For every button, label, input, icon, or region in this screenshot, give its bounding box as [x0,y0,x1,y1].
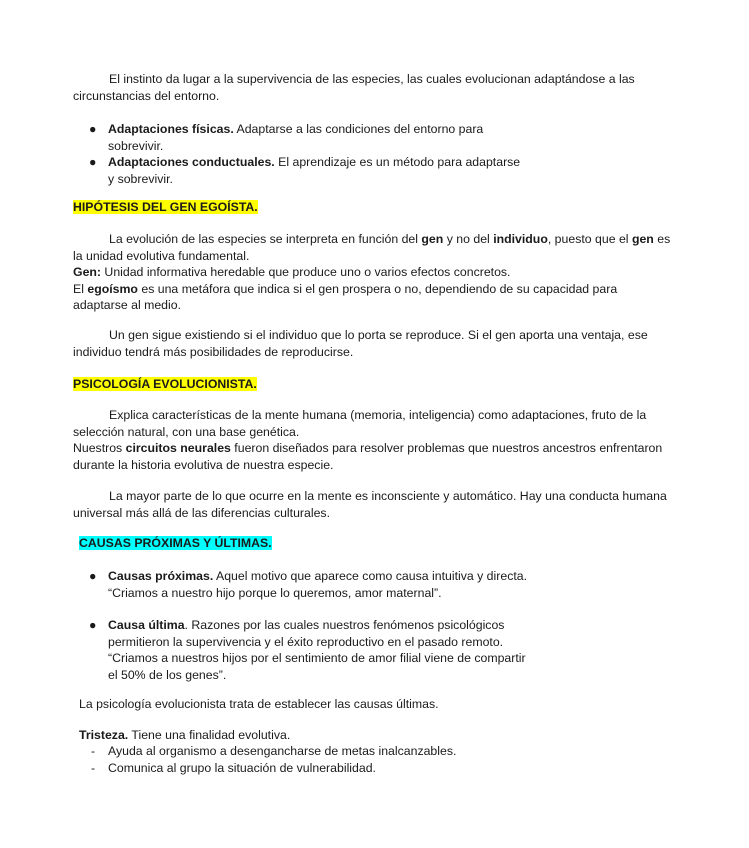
list-item: ● Adaptaciones físicas. Adaptarse a las condiciones del entorno para sobrevivir. [89,122,484,153]
bullet-icon: ● [89,618,97,632]
bullet-icon: ● [89,155,97,169]
gen-paragraph: La evolución de las especies se interpreta en función del gen y no del individuo, puesto que el gen es la unidad evolutiva fundamental. [73,232,671,263]
tristeza-title: Tristeza. Tiene una finalidad evolutiva. [79,728,291,742]
gen-paragraph-2: Un gen sigue existiendo si el individuo que lo porta se reproduce. Si el gen aporta una ventaja, ese individuo tendrá más posibilidades de reproducirse. [73,328,648,359]
psicologia-paragraph: Explica características de la mente humana (memoria, inteligencia) como adaptaciones, fruto de la selección natural, con una base genética. [73,408,647,439]
causas-list [0,568,600,683]
list-item: - Comunica al grupo la situación de vulnerabilidad. [91,760,376,775]
section-heading-causas: CAUSAS PRÓXIMAS Y ÚLTIMAS. [79,536,272,550]
gen-definition: Gen: Unidad informativa heredable que produce uno o varios efectos concretos. [73,265,511,279]
list-item: ● Causa última. Razones por las cuales nuestros fenómenos psicológicos permitieron la supervivencia y el éxito reproductivo en el pasado remoto. “Criamos a nuestros hijos por el sentimiento de amor filial viene de compartir el 50% de los genes”. [89,618,526,682]
list-item: - Ayuda al organismo a desengancharse de metas inalcanzables. [91,744,457,758]
list-item: ● Causas próximas. Aquel motivo que aparece como causa intuitiva y directa. “Criamos a nuestro hijo porque lo queremos, amor maternal”. [89,569,528,600]
list-item: ● Adaptaciones conductuales. El aprendizaje es un método para adaptarse y sobrevivir. [89,155,521,186]
section-heading-psicologia-evolucionista: PSICOLOGÍA EVOLUCIONISTA. [73,377,257,391]
dash-icon: - [91,760,96,775]
circuitos-paragraph: Nuestros circuitos neurales fueron diseñados para resolver problemas que nuestros ancestros enfrentaron durante la historia evolutiva de nuestra especie. [73,441,663,472]
psicologia-body [0,407,743,473]
adaptations-list [0,121,600,187]
tristeza-list [0,743,600,776]
dash-icon: - [91,744,96,758]
bullet-icon: ● [89,569,97,583]
bullet-icon: ● [89,122,97,136]
psicologia-paragraph-2: La mayor parte de lo que ocurre en la mente es inconsciente y automático. Hay una conducta humana universal más allá de las diferencias culturales. [73,489,667,520]
section-heading-gen-egoista: HIPÓTESIS DEL GEN EGOÍSTA. [73,200,258,214]
gen-egoista-body [0,231,743,314]
causas-summary: La psicología evolucionista trata de establecer las causas últimas. [79,697,439,711]
intro-paragraph: El instinto da lugar a la supervivencia de las especies, las cuales evolucionan adaptándose a las circunstancias del entorno. [73,72,635,103]
egoismo-definition: El egoísmo es una metáfora que indica si el gen prospera o no, dependiendo de su capacidad para adaptarse al medio. [73,281,618,312]
tristeza-block [0,727,749,744]
